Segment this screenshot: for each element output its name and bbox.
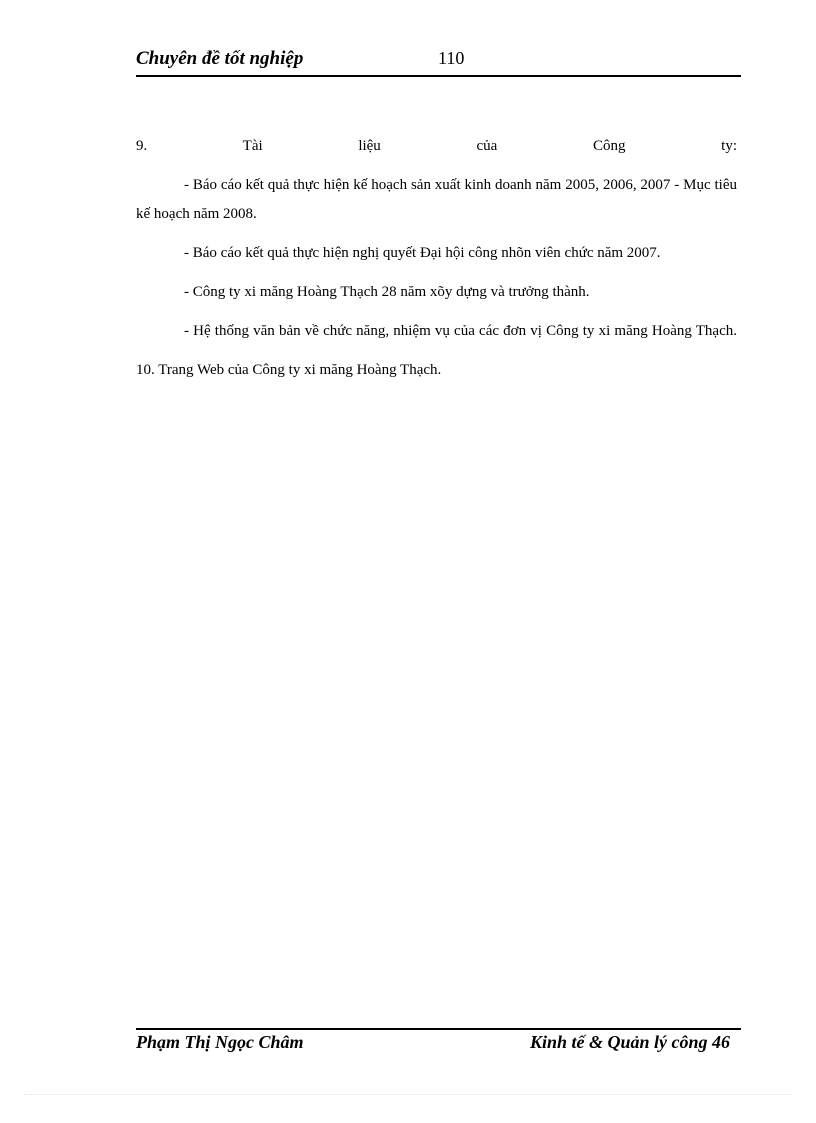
report-item-3: - Công ty xi măng Hoàng Thạch 28 năm xõy dựng và trưởng thành.: [184, 284, 590, 300]
document-body: [136, 132, 737, 385]
header-rule: [136, 75, 741, 77]
section-heading-9: 9. Tài liệu của Công ty:: [136, 138, 737, 154]
report-item-4: - Hệ thống văn bản về chức năng, nhiệm vụ của các đơn vị Công ty xi măng Hoàng Thạch.: [184, 323, 737, 339]
header-title: Chuyên đề tốt nghiệp: [136, 48, 304, 69]
page-number: 110: [438, 48, 465, 68]
section-item-10: 10. Trang Web của Công ty xi măng Hoàng Thạch.: [136, 362, 442, 378]
report-item-1: - Báo cáo kết quả thực hiện kế hoạch sản xuất kinh doanh năm 2005, 2006, 2007 - Mục tiêu kế hoạch năm 2008.: [136, 177, 737, 222]
footer-rule: [136, 1028, 741, 1030]
footer-class: Kinh tế & Quản lý công 46: [529, 1032, 730, 1052]
report-item-2: - Báo cáo kết quả thực hiện nghị quyết Đại hội công nhõn viên chức năm 2007.: [184, 245, 661, 261]
footer-author: Phạm Thị Ngọc Châm: [136, 1032, 304, 1052]
page-bottom-divider: [24, 1094, 792, 1095]
